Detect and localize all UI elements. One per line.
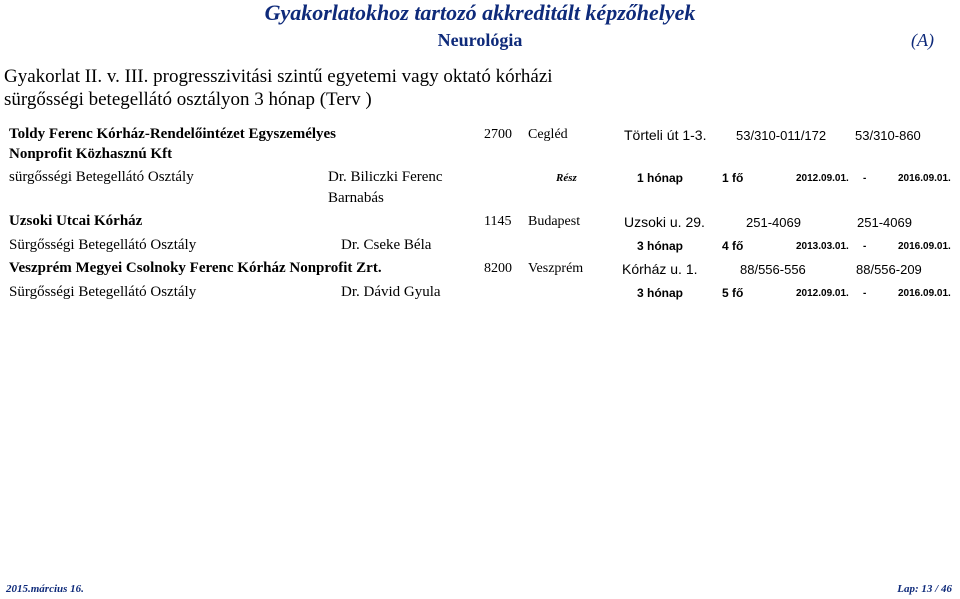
fax: 53/310-860 xyxy=(855,128,921,143)
page-title: Gyakorlatokhoz tartozó akkreditált képzőhelyek xyxy=(264,0,696,25)
date-separator: - xyxy=(863,241,867,252)
duration: 3 hónap xyxy=(637,286,684,300)
department: Sürgősségi Betegellátó Osztály xyxy=(9,237,197,253)
fax: 88/556-209 xyxy=(856,262,922,277)
institution-name: Veszprém Megyei Csolnoky Ferenc Kórház Nonprofit Zrt. xyxy=(9,260,382,276)
zip-code: 1145 xyxy=(484,214,512,229)
institution-name: Toldy Ferenc Kórház-Rendelőintézet Egyszemélyes xyxy=(9,126,337,142)
department-head-cont: Barnabás xyxy=(328,190,384,206)
phone: 88/556-556 xyxy=(740,262,806,277)
category-label: (A) xyxy=(911,30,934,50)
department: sürgősségi Betegellátó Osztály xyxy=(9,169,194,185)
date-separator: - xyxy=(863,173,867,184)
section-heading-line1: Gyakorlat II. v. III. progresszivitási szintű egyetemi vagy oktató kórházi xyxy=(4,66,553,87)
capacity: 4 fő xyxy=(722,239,744,253)
city: Veszprém xyxy=(528,261,584,276)
phone: 53/310-011/172 xyxy=(736,128,827,143)
training-type: Rész xyxy=(556,172,577,184)
street-address: Kórház u. 1. xyxy=(622,261,698,277)
capacity: 5 fő xyxy=(722,286,744,300)
zip-code: 2700 xyxy=(484,127,512,142)
valid-from: 2012.09.01. xyxy=(796,173,849,184)
valid-to: 2016.09.01. xyxy=(898,288,951,299)
valid-to: 2016.09.01. xyxy=(898,173,951,184)
department-head: Dr. Cseke Béla xyxy=(341,237,432,253)
institution-name: Uzsoki Utcai Kórház xyxy=(9,213,143,229)
city: Cegléd xyxy=(528,127,568,142)
department: Sürgősségi Betegellátó Osztály xyxy=(9,284,197,300)
valid-to: 2016.09.01. xyxy=(898,241,951,252)
section-heading-line2: sürgősségi betegellátó osztályon 3 hónap (Terv ) xyxy=(4,89,372,110)
department-head: Dr. Biliczki Ferenc xyxy=(328,169,443,185)
capacity: 1 fő xyxy=(722,171,744,185)
zip-code: 8200 xyxy=(484,261,512,276)
date-separator: - xyxy=(863,288,867,299)
valid-from: 2013.03.01. xyxy=(796,241,849,252)
institution-name-cont: Nonprofit Közhasznú Kft xyxy=(9,146,173,162)
page-number: Lap: 13 / 46 xyxy=(897,583,952,595)
duration: 3 hónap xyxy=(637,239,684,253)
street-address: Uzsoki u. 29. xyxy=(624,214,705,230)
phone: 251-4069 xyxy=(746,215,801,230)
duration: 1 hónap xyxy=(637,171,684,185)
specialty-subtitle: Neurológia xyxy=(437,30,523,50)
valid-from: 2012.09.01. xyxy=(796,288,849,299)
city: Budapest xyxy=(528,214,581,229)
street-address: Törteli út 1-3. xyxy=(624,127,707,143)
footer-date: 2015.március 16. xyxy=(6,583,84,595)
fax: 251-4069 xyxy=(857,215,912,230)
department-head: Dr. Dávid Gyula xyxy=(341,284,441,300)
